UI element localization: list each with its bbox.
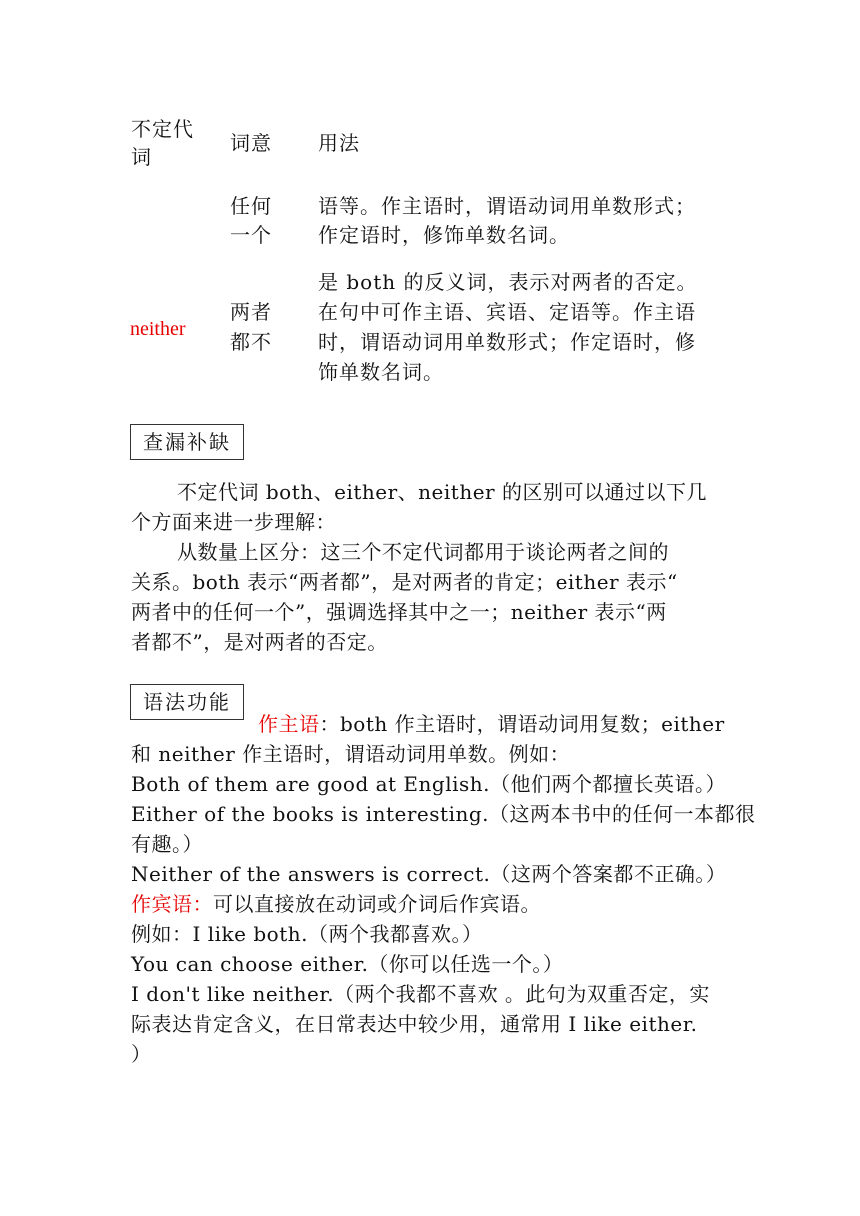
example-either-line2: 有趣。）: [131, 832, 203, 856]
section1-line: 个方面来进一步理解：: [131, 510, 336, 534]
object-text: 可以直接放在动词或介词后作宾语。: [213, 892, 541, 916]
example-neither: Neither of the answers is correct.（这两个答案都不正确。）: [131, 862, 727, 886]
table-header-word-line2: 词: [131, 145, 152, 169]
either-meaning-line2: 一个: [230, 223, 272, 247]
neither-word: neither: [130, 318, 186, 340]
subject-text: ：both 作主语时，谓语动词用复数；either: [319, 712, 725, 736]
table-header-meaning: 词意: [230, 131, 272, 155]
section1-line: 不定代词 both、either、neither 的区别可以通过以下几: [177, 480, 707, 504]
object-label: 作宾语：: [131, 892, 213, 916]
example-choose-either: You can choose either.（你可以任选一个。）: [131, 952, 564, 976]
section-title-check: 查漏补缺: [130, 424, 244, 460]
section1-line: 两者中的任何一个”，强调选择其中之一；neither 表示“两: [131, 600, 667, 624]
example-like-neither-line2: 际表达肯定含义，在日常表达中较少用，通常用 I like either.: [131, 1012, 698, 1036]
example-like-neither-line3: ）: [131, 1042, 152, 1066]
table-header-usage: 用法: [318, 131, 360, 155]
either-meaning-line1: 任何: [230, 194, 272, 218]
subject-label: 作主语: [258, 712, 320, 736]
section1-line: 关系。both 表示“两者都”，是对两者的肯定；either 表示“: [131, 570, 678, 594]
section1-line: 从数量上区分：这三个不定代词都用于谈论两者之间的: [177, 540, 669, 564]
section-title-grammar: 语法功能: [130, 684, 244, 720]
table-header-word-line1: 不定代: [131, 117, 194, 141]
neither-usage-line1: 是 both 的反义词，表示对两者的否定。: [318, 270, 698, 294]
subject-line: [258, 709, 725, 739]
either-usage-line2: 作定语时，修饰单数名词。: [318, 223, 570, 247]
example-both: Both of them are good at English.（他们两个都擅长英语。）: [131, 772, 727, 796]
neither-meaning-line2: 都不: [230, 330, 272, 354]
object-line: [131, 889, 541, 919]
neither-usage-line2: 在句中可作主语、宾语、定语等。作主语: [318, 300, 696, 324]
either-usage-line1: 语等。作主语时，谓语动词用单数形式；: [318, 194, 696, 218]
example-like-both: 例如：I like both.（两个我都喜欢。）: [131, 922, 483, 946]
subject-line2: 和 neither 作主语时，谓语动词用单数。例如：: [131, 742, 571, 766]
neither-usage-line4: 饰单数名词。: [318, 360, 444, 384]
neither-usage-line3: 时，谓语动词用单数形式；作定语时，修: [318, 330, 696, 354]
example-either-line1: Either of the books is interesting.（这两本书中的任何一本都很: [131, 802, 756, 826]
example-like-neither-line1: I don't like neither.（两个我都不喜欢 。此句为双重否定，实: [131, 982, 710, 1006]
section1-line: 者都不”，是对两者的否定。: [131, 630, 388, 654]
neither-meaning-line1: 两者: [230, 300, 272, 324]
